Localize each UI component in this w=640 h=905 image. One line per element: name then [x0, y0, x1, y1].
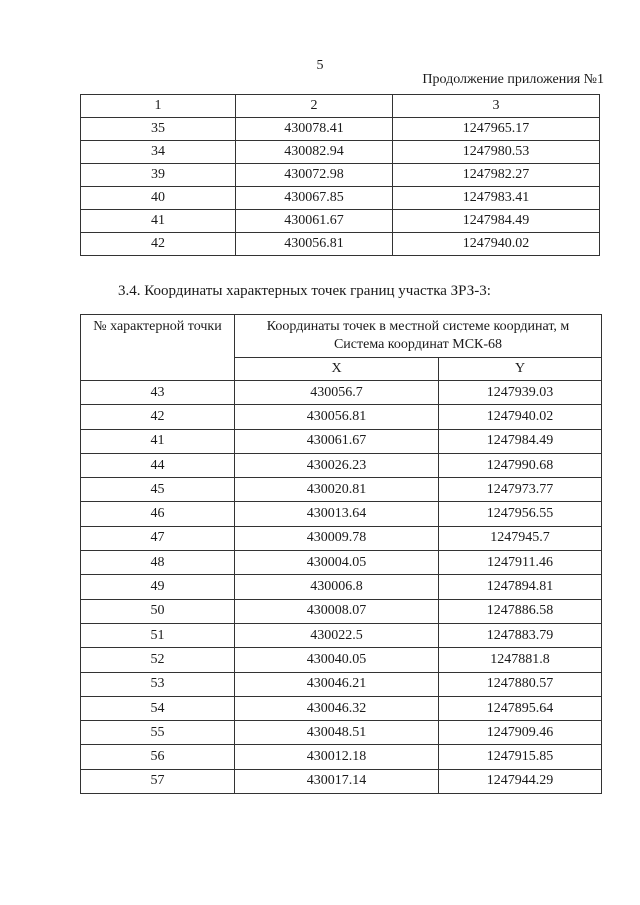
table-row: [81, 721, 602, 745]
point-number-cell: 57: [81, 769, 235, 793]
point-number-cell: 39: [81, 164, 236, 187]
y-coordinate-cell: 1247984.49: [393, 210, 600, 233]
point-number-cell: 44: [81, 453, 235, 477]
table-row: [81, 551, 602, 575]
table-row: [81, 623, 602, 647]
y-coordinate-cell: 1247880.57: [439, 672, 602, 696]
x-coordinate-cell: 430006.8: [235, 575, 439, 599]
x-coordinate-cell: 430082.94: [236, 141, 393, 164]
point-number-cell: 42: [81, 405, 235, 429]
x-coordinate-cell: 430061.67: [236, 210, 393, 233]
point-number-cell: 49: [81, 575, 235, 599]
table-row: [81, 526, 602, 550]
table-row: [81, 381, 602, 405]
point-number-cell: 35: [81, 118, 236, 141]
y-coordinate-cell: 1247984.49: [439, 429, 602, 453]
point-number-cell: 56: [81, 745, 235, 769]
y-coordinate-cell: 1247940.02: [439, 405, 602, 429]
x-coordinate-cell: 430046.21: [235, 672, 439, 696]
point-number-cell: 42: [81, 233, 236, 256]
point-number-cell: 46: [81, 502, 235, 526]
point-number-cell: 41: [81, 210, 236, 233]
page-number: 5: [316, 58, 324, 73]
x-coordinate-cell: 430067.85: [236, 187, 393, 210]
table-row: [81, 187, 600, 210]
y-coordinate-cell: 1247915.85: [439, 745, 602, 769]
column-number-header: 3: [393, 95, 600, 118]
x-coordinate-cell: 430061.67: [235, 429, 439, 453]
point-number-cell: 45: [81, 478, 235, 502]
table-row: [81, 405, 602, 429]
y-coordinate-cell: 1247883.79: [439, 623, 602, 647]
coordinates-header-line2: Система координат МСК-68: [333, 337, 503, 352]
table-header-row: [81, 95, 600, 118]
y-coordinate-cell: 1247990.68: [439, 453, 602, 477]
y-coordinate-cell: 1247973.77: [439, 478, 602, 502]
y-coordinate-cell: 1247940.02: [393, 233, 600, 256]
y-coordinate-cell: 1247911.46: [439, 551, 602, 575]
x-coordinate-cell: 430072.98: [236, 164, 393, 187]
coordinates-header: [235, 315, 602, 358]
x-coordinate-cell: 430004.05: [235, 551, 439, 575]
column-number-header: 1: [81, 95, 236, 118]
y-coordinate-cell: 1247983.41: [393, 187, 600, 210]
point-number-cell: 40: [81, 187, 236, 210]
x-coordinate-cell: 430056.7: [235, 381, 439, 405]
table-row: [81, 599, 602, 623]
x-coordinate-cell: 430056.81: [236, 233, 393, 256]
x-coordinate-cell: 430026.23: [235, 453, 439, 477]
section-title: 3.4. Координаты характерных точек границ участка ЗРЗ-3:: [118, 283, 491, 299]
table-row: [81, 118, 600, 141]
x-coordinate-cell: 430040.05: [235, 648, 439, 672]
x-coordinate-cell: 430012.18: [235, 745, 439, 769]
y-coordinate-cell: 1247894.81: [439, 575, 602, 599]
table-row: [81, 210, 600, 233]
y-coordinate-cell: 1247886.58: [439, 599, 602, 623]
x-coordinate-cell: 430048.51: [235, 721, 439, 745]
point-number-cell: 47: [81, 526, 235, 550]
point-number-cell: 52: [81, 648, 235, 672]
point-number-cell: 41: [81, 429, 235, 453]
x-coordinate-cell: 430056.81: [235, 405, 439, 429]
table-row: [81, 745, 602, 769]
table-row: [81, 672, 602, 696]
zrz3-coordinates-table: [80, 314, 602, 794]
table-row: [81, 696, 602, 720]
y-coordinate-cell: 1247909.46: [439, 721, 602, 745]
y-coordinate-cell: 1247965.17: [393, 118, 600, 141]
point-number-cell: 34: [81, 141, 236, 164]
y-coordinate-cell: 1247945.7: [439, 526, 602, 550]
x-coordinate-cell: 430017.14: [235, 769, 439, 793]
y-coordinate-cell: 1247939.03: [439, 381, 602, 405]
point-number-header: № характерной точки: [81, 315, 235, 381]
y-coordinate-cell: 1247944.29: [439, 769, 602, 793]
y-coordinate-cell: 1247895.64: [439, 696, 602, 720]
x-column-header: X: [235, 358, 439, 381]
table-row: [81, 502, 602, 526]
table-row: [81, 575, 602, 599]
x-coordinate-cell: 430046.32: [235, 696, 439, 720]
table-row: [81, 648, 602, 672]
table-header-row: [81, 315, 602, 358]
table-row: [81, 141, 600, 164]
continuation-label: Продолжение приложения №1: [422, 72, 604, 87]
table-row: [81, 769, 602, 793]
point-number-cell: 55: [81, 721, 235, 745]
point-number-cell: 51: [81, 623, 235, 647]
point-number-cell: 43: [81, 381, 235, 405]
x-coordinate-cell: 430078.41: [236, 118, 393, 141]
table-row: [81, 478, 602, 502]
point-number-cell: 54: [81, 696, 235, 720]
table-row: [81, 233, 600, 256]
x-coordinate-cell: 430022.5: [235, 623, 439, 647]
table-row: [81, 164, 600, 187]
point-number-cell: 50: [81, 599, 235, 623]
x-coordinate-cell: 430020.81: [235, 478, 439, 502]
table-row: [81, 453, 602, 477]
y-coordinate-cell: 1247881.8: [439, 648, 602, 672]
y-column-header: Y: [439, 358, 602, 381]
x-coordinate-cell: 430009.78: [235, 526, 439, 550]
y-coordinate-cell: 1247956.55: [439, 502, 602, 526]
y-coordinate-cell: 1247980.53: [393, 141, 600, 164]
y-coordinate-cell: 1247982.27: [393, 164, 600, 187]
point-number-cell: 48: [81, 551, 235, 575]
x-coordinate-cell: 430013.64: [235, 502, 439, 526]
coordinates-table-continued: [80, 94, 600, 256]
column-number-header: 2: [236, 95, 393, 118]
point-number-cell: 53: [81, 672, 235, 696]
table-row: [81, 429, 602, 453]
coordinates-header-line1: Координаты точек в местной системе координат, м: [266, 319, 570, 334]
x-coordinate-cell: 430008.07: [235, 599, 439, 623]
